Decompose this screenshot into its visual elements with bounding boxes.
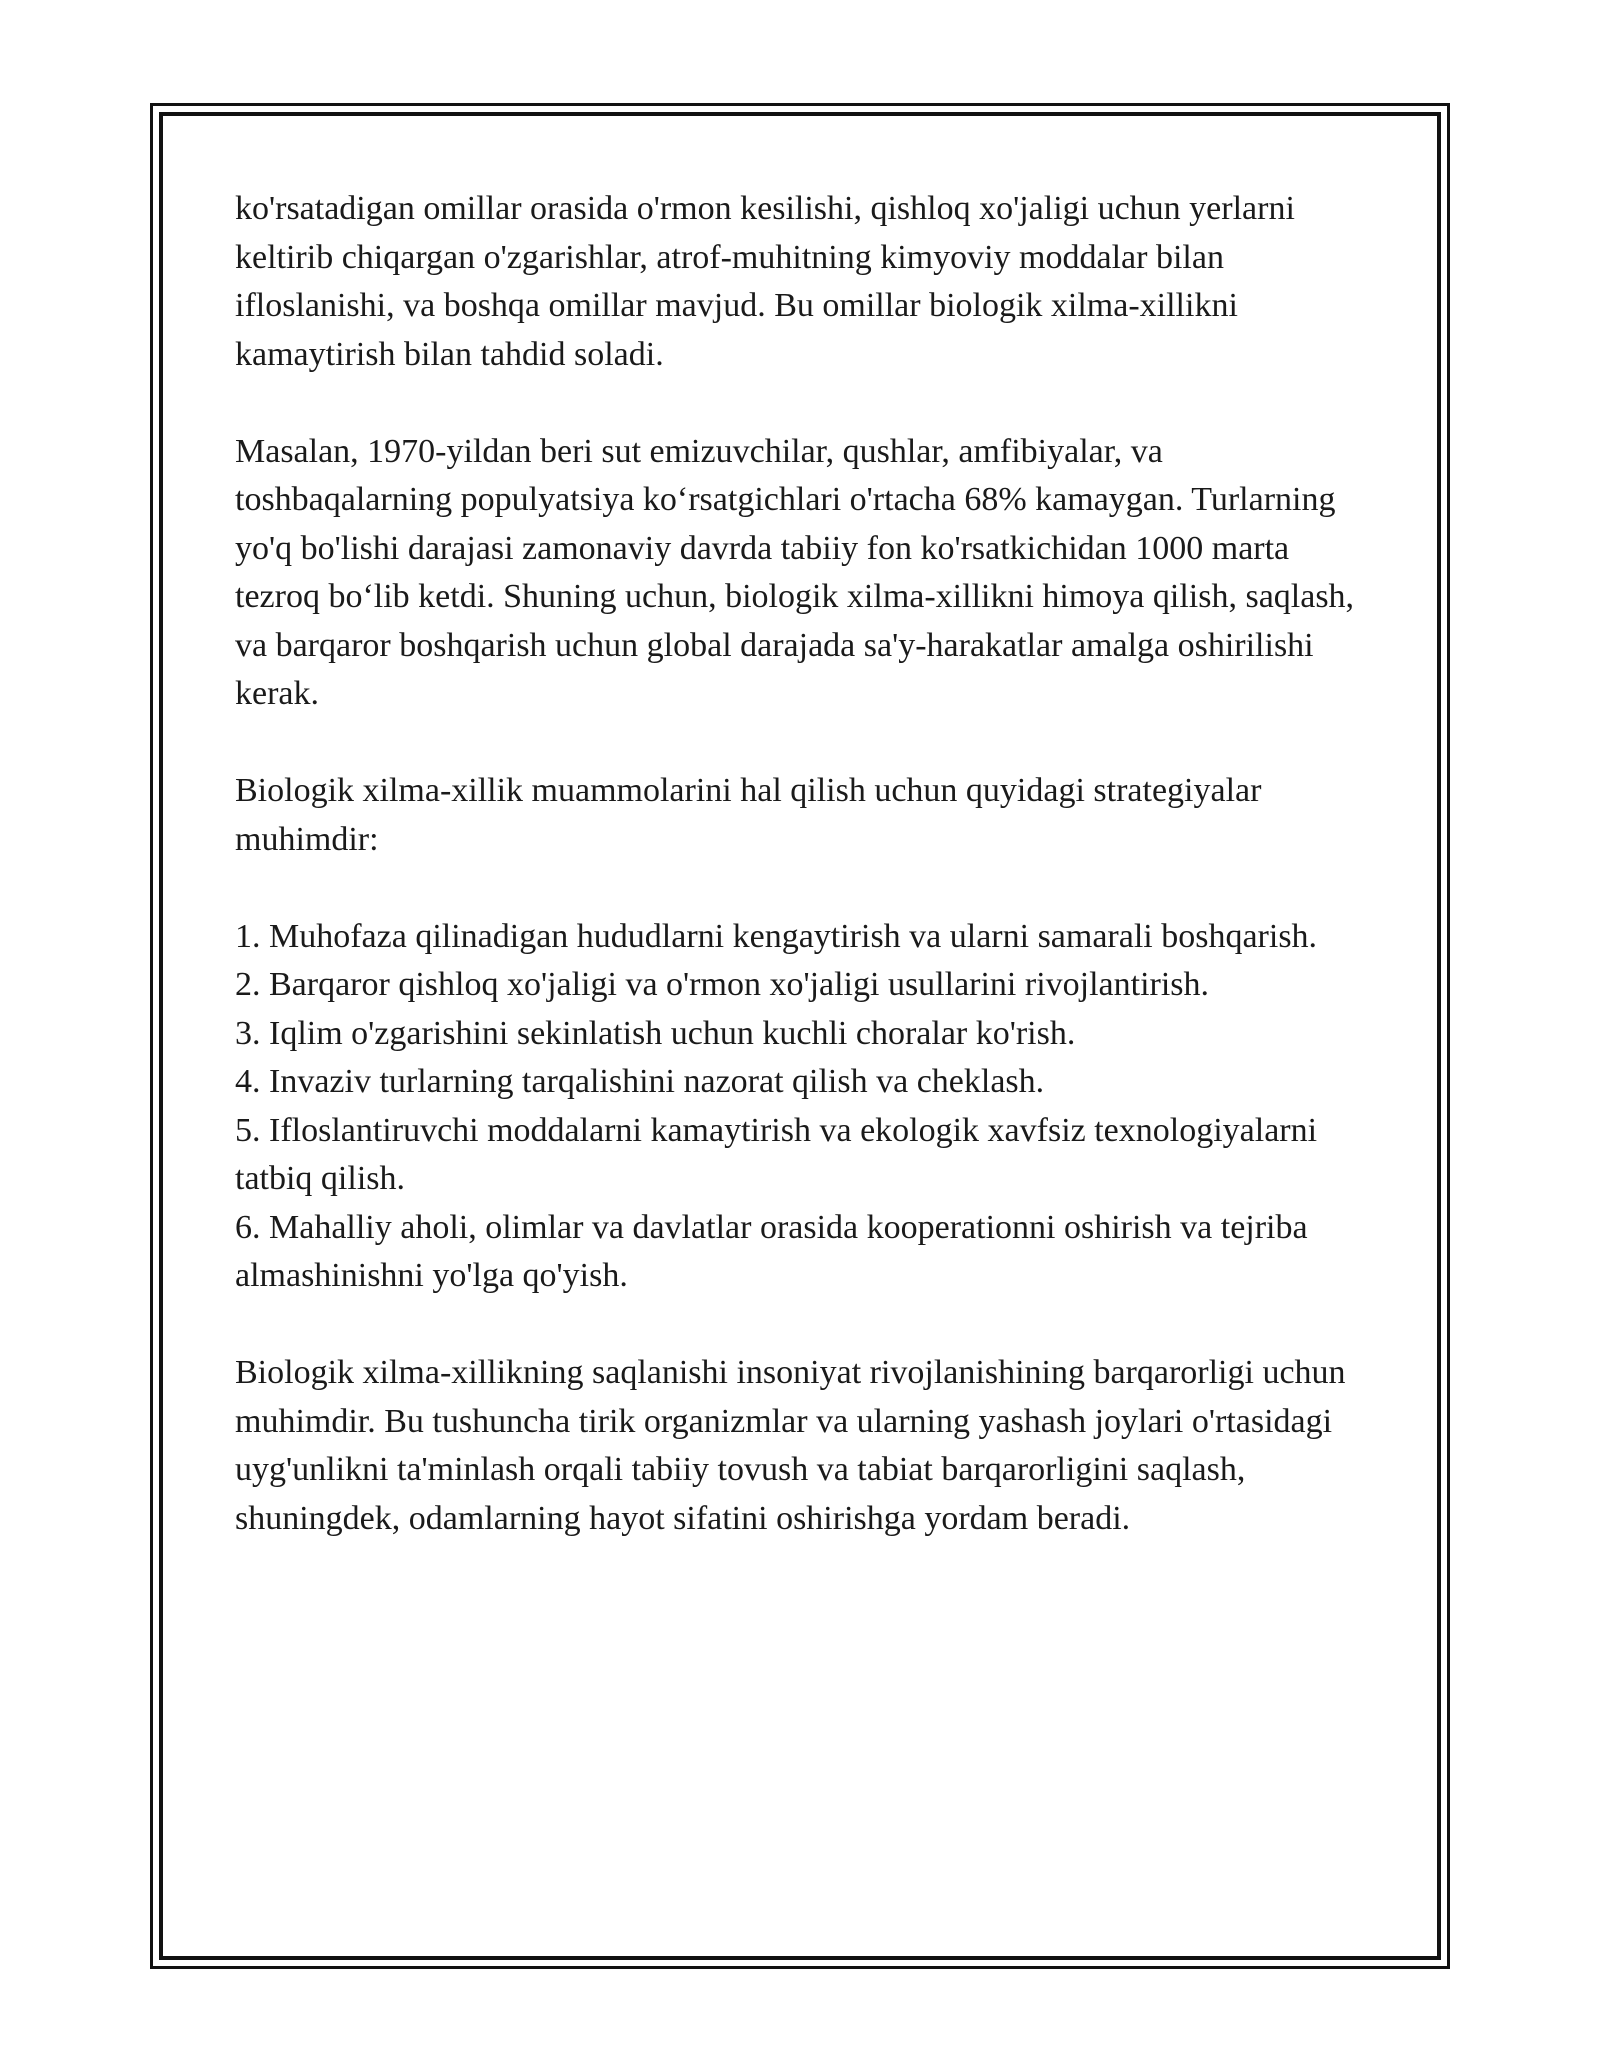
document-body	[235, 185, 1380, 1592]
list-item: 2. Barqaror qishloq xo'jaligi va o'rmon xo'jaligi usullarini rivojlantirish.	[235, 966, 1210, 1003]
list-item: 3. Iqlim o'zgarishini sekinlatish uchun kuchli choralar ko'rish.	[235, 1014, 1076, 1052]
list-item: 6. Mahalliy aholi, olimlar va davlatlar orasida kooperationni oshirish va tejriba almashinishni yo'lga qo'yish.	[235, 1208, 1308, 1294]
strategies-list	[235, 913, 1380, 1301]
paragraph-population-decline: Masalan, 1970-yildan beri sut emizuvchilar, qushlar, amfibiyalar, va toshbaqalarning populyatsiya ko‘rsatgichlari o'rtacha 68% kamaygan. Turlarning yo'q bo'lishi darajasi zamonaviy davrda tabiiy fon ko'rsatkichidan 1000 marta tezroq bo‘lib ketdi. Shuning uchun, biologik xilma-xillikni himoya qilish, saqlash, va barqaror boshqarish uchun global darajada sa'y-harakatlar amalga oshirilishi kerak.	[235, 432, 1355, 712]
list-item: 1. Muhofaza qilinadigan hududlarni kengaytirish va ularni samarali boshqarish.	[235, 917, 1318, 955]
paragraph-strategies-intro: Biologik xilma-xillik muammolarini hal qilish uchun quyidagi strategiyalar muhimdir:	[235, 772, 1262, 858]
paragraph-threats: ko'rsatadigan omillar orasida o'rmon kesilishi, qishloq xo'jaligi uchun yerlarni keltirib chiqargan o'zgarishlar, atrof-muhitning kimyoviy moddalar bilan ifloslanishi, va boshqa omillar mavjud. Bu omillar biologik xilma-xillikni kamaytirish bilan tahdid soladi.	[235, 190, 1295, 373]
list-item: 5. Ifloslantiruvchi moddalarni kamaytirish va ekologik xavfsiz texnologiyalarni tatbiq qilish.	[235, 1111, 1318, 1197]
paragraph-conclusion: Biologik xilma-xillikning saqlanishi insoniyat rivojlanishining barqarorligi uchun muhimdir. Bu tushuncha tirik organizmlar va ularning yashash joylari o'rtasidagi uyg'unlikni ta'minlash orqali tabiiy tovush va tabiat barqarorligini saqlash, shuningdek, odamlarning hayot sifatini oshirishga yordam beradi.	[235, 1354, 1346, 1537]
list-item: 4. Invaziv turlarning tarqalishini nazorat qilish va cheklash.	[235, 1063, 1045, 1100]
